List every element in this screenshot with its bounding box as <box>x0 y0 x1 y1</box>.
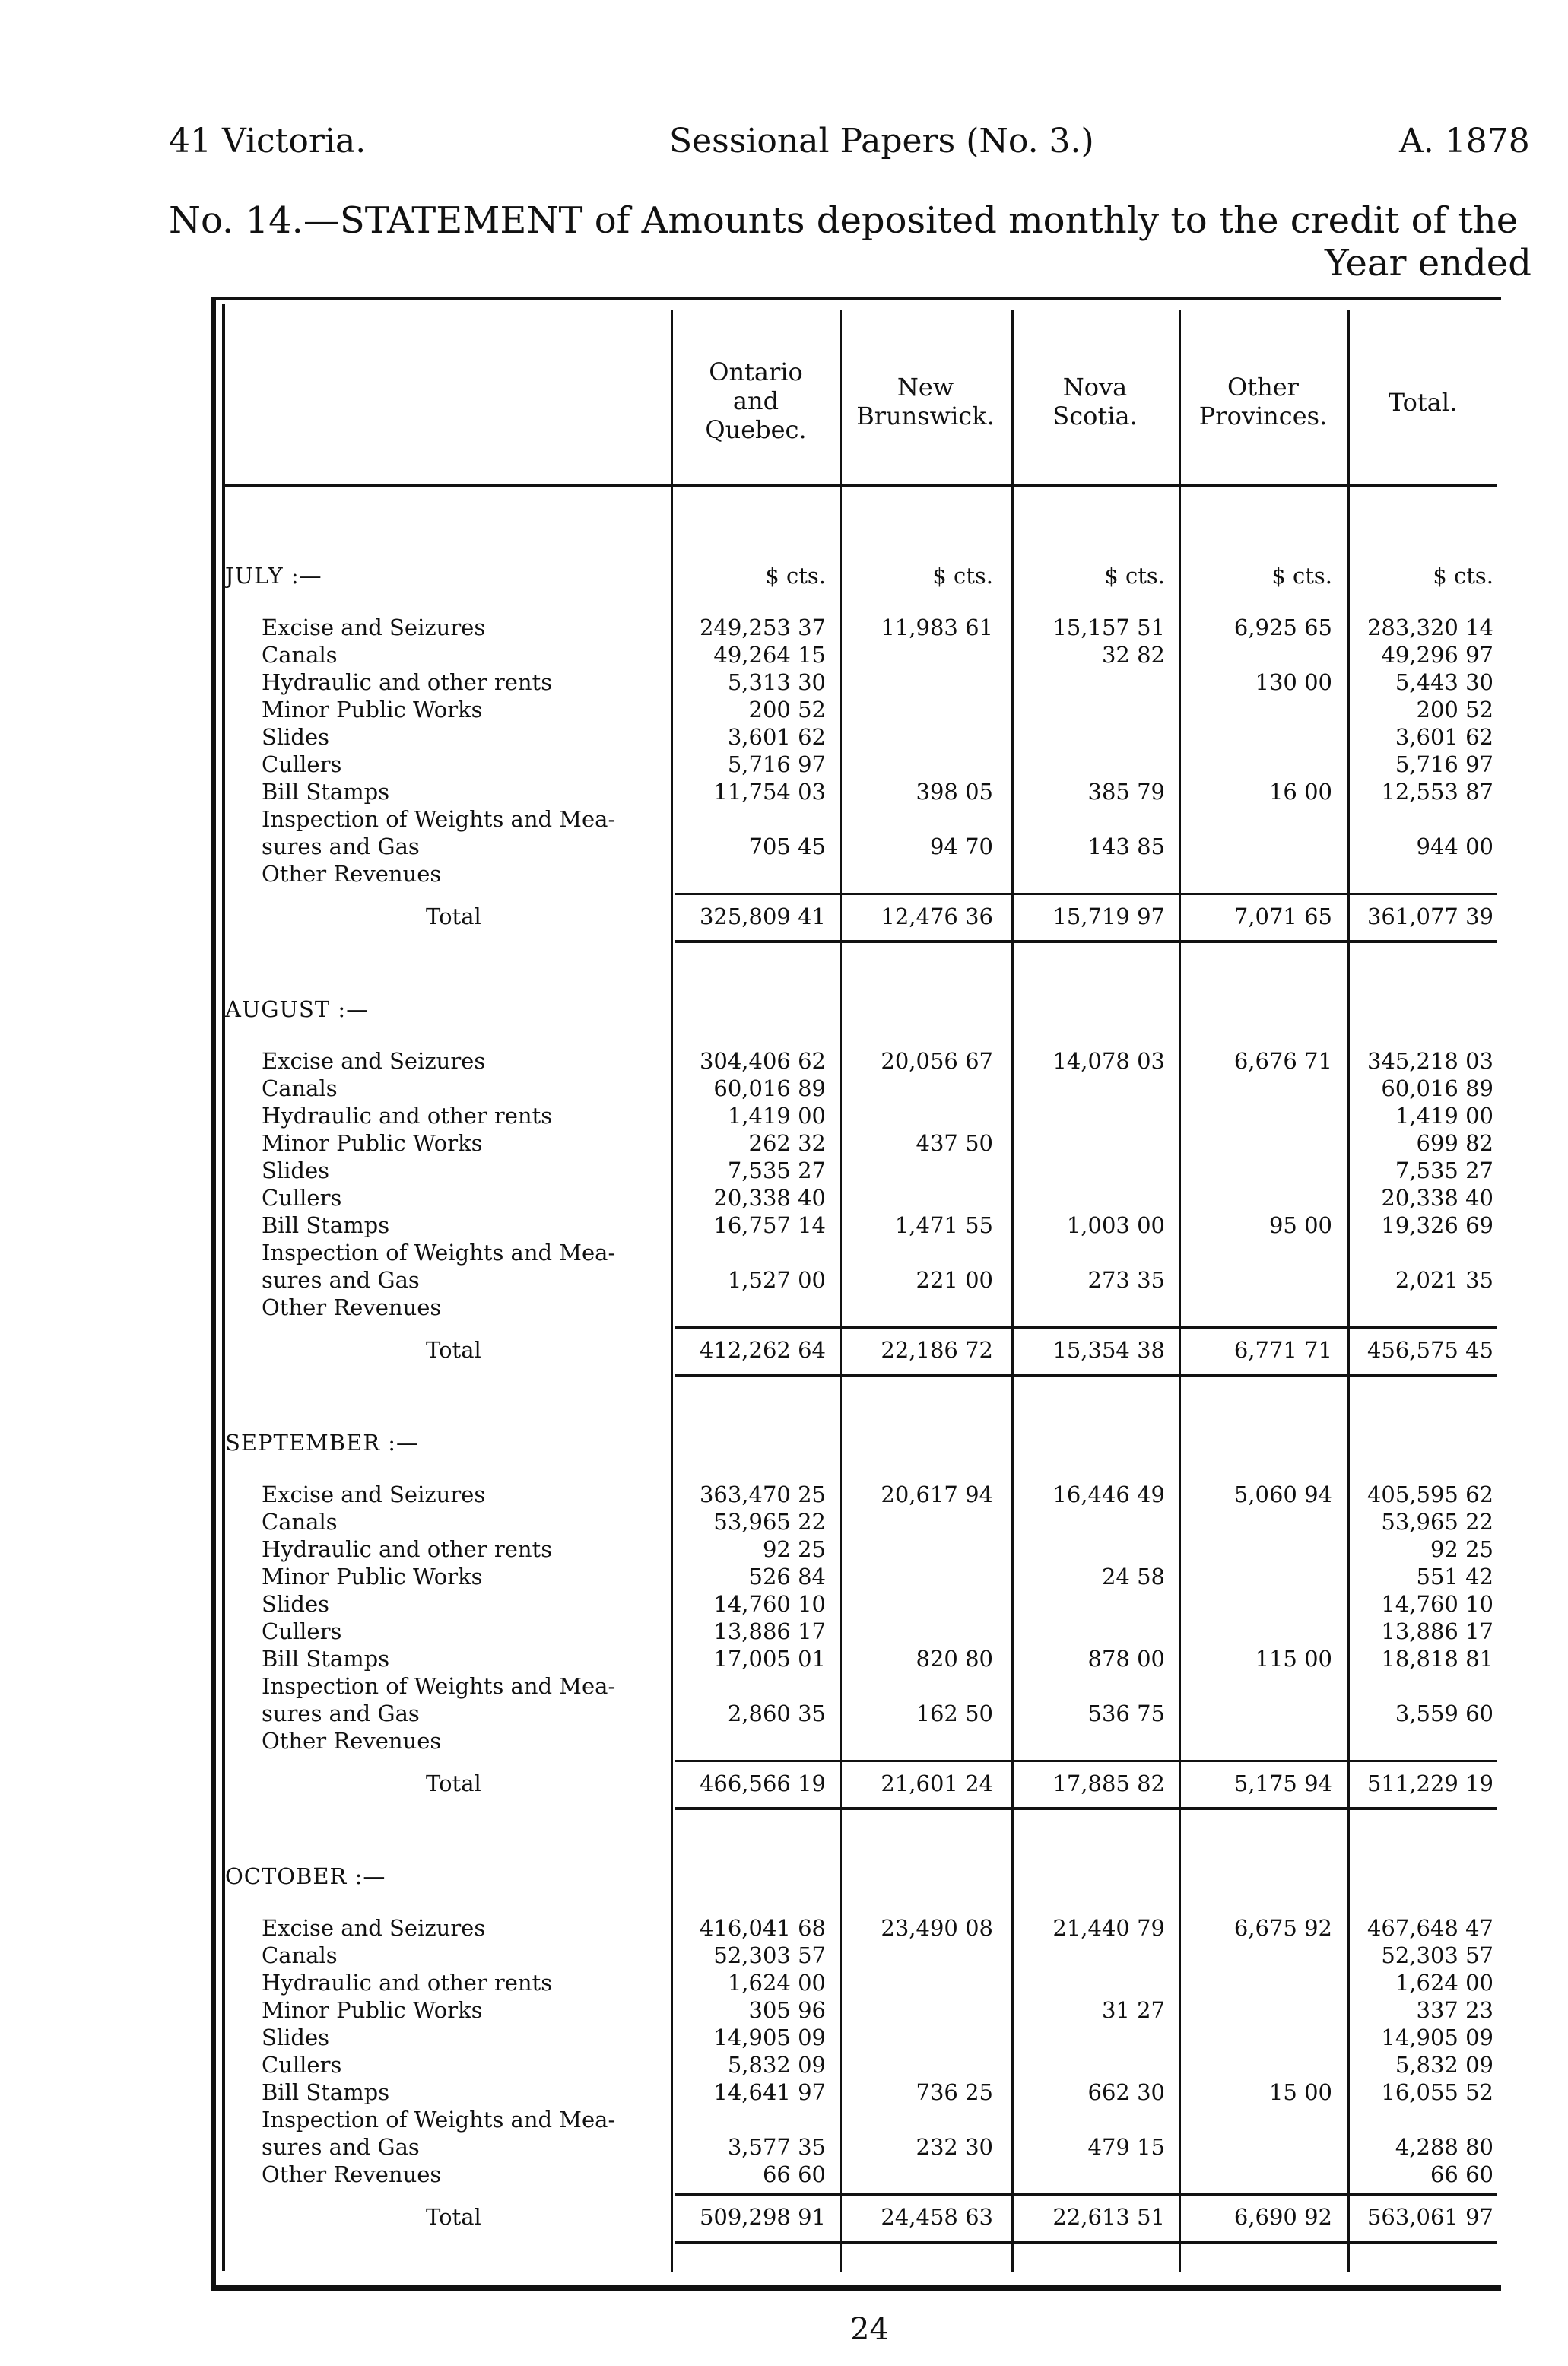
row-value: 23,490 08 <box>881 1915 993 1941</box>
statement-title-continued: Year ended <box>1325 242 1531 284</box>
row-value: 5,443 30 <box>1395 669 1493 695</box>
column-header-line: Quebec. <box>705 415 807 444</box>
row-value: 115 00 <box>1255 1646 1332 1672</box>
row-value: 5,313 30 <box>727 669 826 695</box>
row-value: 14,905 09 <box>1381 2025 1493 2050</box>
row-value: 92 25 <box>762 1536 826 1562</box>
column-header-nova-scotia <box>1013 373 1177 430</box>
row-value: 32 82 <box>1101 642 1165 668</box>
total-value: 325,809 41 <box>699 904 826 929</box>
row-label: Inspection of Weights and Mea- <box>262 1673 616 1699</box>
month-heading: OCTOBER :— <box>225 1863 386 1889</box>
row-value: 551 42 <box>1416 1564 1493 1590</box>
row-value: 878 00 <box>1087 1646 1165 1672</box>
row-value: 92 25 <box>1430 1536 1493 1562</box>
table-row <box>0 1103 1568 1129</box>
row-label: Slides <box>262 1591 330 1617</box>
row-value: 3,559 60 <box>1395 1701 1493 1726</box>
row-value: 16 00 <box>1268 779 1332 805</box>
row-value: 337 23 <box>1416 1997 1493 2023</box>
total-value: 361,077 39 <box>1366 904 1493 929</box>
table-row <box>0 724 1568 750</box>
row-value: 20,617 94 <box>881 1482 993 1507</box>
row-value: 6,676 71 <box>1233 1048 1332 1074</box>
table-row <box>0 1536 1568 1562</box>
column-header-line: Ontario <box>709 357 803 386</box>
total-value: 15,719 97 <box>1052 904 1165 929</box>
row-value: 1,003 00 <box>1066 1212 1165 1238</box>
row-value: 53,965 22 <box>713 1509 826 1535</box>
row-label: Canals <box>262 1075 338 1101</box>
row-label: Hydraulic and other rents <box>262 1536 553 1562</box>
row-label: Inspection of Weights and Mea- <box>262 806 616 832</box>
row-value: 18,818 81 <box>1381 1646 1493 1672</box>
total-rule <box>675 2193 1497 2196</box>
row-value: 20,338 40 <box>1381 1185 1493 1211</box>
column-header-other-provinces <box>1180 373 1346 430</box>
month-heading: JULY :— <box>225 563 322 589</box>
units-row <box>0 563 1568 589</box>
row-value: 53,965 22 <box>1381 1509 1493 1535</box>
row-label: Canals <box>262 1509 338 1535</box>
total-rule <box>675 1326 1497 1329</box>
row-value: 16,055 52 <box>1381 2079 1493 2105</box>
row-value: 1,471 55 <box>894 1212 993 1238</box>
row-value: 249,253 37 <box>699 615 826 640</box>
row-value: 13,886 17 <box>1381 1618 1493 1644</box>
row-label: Bill Stamps <box>262 779 390 805</box>
month-heading: SEPTEMBER :— <box>225 1430 420 1456</box>
row-label: Bill Stamps <box>262 1212 390 1238</box>
row-label: Minor Public Works <box>262 1564 483 1590</box>
row-value: 536 75 <box>1087 1701 1165 1726</box>
total-value: 15,354 38 <box>1052 1337 1165 1363</box>
total-value: 5,175 94 <box>1233 1771 1332 1796</box>
row-label: Hydraulic and other rents <box>262 669 553 695</box>
total-rule <box>675 893 1497 895</box>
total-label: Total <box>426 904 481 929</box>
total-rule <box>675 1760 1497 1762</box>
row-label: Cullers <box>262 1185 342 1211</box>
column-header-total: Total. <box>1388 388 1458 417</box>
column-header-line: and <box>732 386 779 415</box>
row-label: Minor Public Works <box>262 697 483 723</box>
unit-label: $ cts. <box>1271 563 1332 589</box>
unit-label: $ cts. <box>1104 563 1165 589</box>
total-label: Total <box>426 1337 481 1363</box>
table-row <box>0 1482 1568 1507</box>
row-value: 20,338 40 <box>713 1185 826 1211</box>
row-value: 398 05 <box>916 779 993 805</box>
row-value: 66 60 <box>762 2161 826 2187</box>
table-row <box>0 861 1568 887</box>
row-label: Cullers <box>262 751 342 777</box>
row-value: 60,016 89 <box>713 1075 826 1101</box>
total-row <box>0 1771 1568 1796</box>
row-value: 7,535 27 <box>727 1158 826 1183</box>
header-left: 41 Victoria. <box>169 122 367 160</box>
month-heading: AUGUST :— <box>225 996 370 1022</box>
row-value: 14,078 03 <box>1052 1048 1165 1074</box>
table-row <box>0 1915 1568 1941</box>
row-value: 283,320 14 <box>1366 615 1493 640</box>
table-row <box>0 1618 1568 1644</box>
row-value: 405,595 62 <box>1366 1482 1493 1507</box>
total-value: 466,566 19 <box>699 1771 826 1796</box>
row-label: sures and Gas <box>262 2134 420 2160</box>
row-value: 5,832 09 <box>1395 2052 1493 2078</box>
table-row <box>0 2107 1568 2133</box>
row-value: 305 96 <box>748 1997 826 2023</box>
row-value: 60,016 89 <box>1381 1075 1493 1101</box>
row-value: 304,406 62 <box>699 1048 826 1074</box>
total-value: 17,885 82 <box>1052 1771 1165 1796</box>
table-row <box>0 1130 1568 1156</box>
row-label: Bill Stamps <box>262 1646 390 1672</box>
row-value: 2,860 35 <box>727 1701 826 1726</box>
table-row <box>0 1158 1568 1183</box>
row-value: 736 25 <box>916 2079 993 2105</box>
column-header-ontario-quebec <box>674 357 838 444</box>
row-label: Canals <box>262 642 338 668</box>
table-row <box>0 2134 1568 2160</box>
row-value: 5,716 97 <box>727 751 826 777</box>
row-value: 662 30 <box>1087 2079 1165 2105</box>
row-label: Canals <box>262 1942 338 1968</box>
row-value: 17,005 01 <box>713 1646 826 1672</box>
row-value: 11,983 61 <box>881 615 993 640</box>
row-value: 49,296 97 <box>1381 642 1493 668</box>
row-label: Other Revenues <box>262 1294 442 1320</box>
row-label: Excise and Seizures <box>262 615 486 640</box>
row-label: Slides <box>262 1158 330 1183</box>
row-value: 14,641 97 <box>713 2079 826 2105</box>
row-value: 345,218 03 <box>1366 1048 1493 1074</box>
row-value: 416,041 68 <box>699 1915 826 1941</box>
table-row <box>0 1646 1568 1672</box>
unit-label: $ cts. <box>1433 563 1493 589</box>
table-row <box>0 1240 1568 1266</box>
total-row <box>0 2204 1568 2230</box>
row-value: 1,527 00 <box>727 1267 826 1293</box>
table-row <box>0 1294 1568 1320</box>
row-value: 1,419 00 <box>1395 1103 1493 1129</box>
row-label: Cullers <box>262 1618 342 1644</box>
row-value: 479 15 <box>1087 2134 1165 2160</box>
table-row <box>0 2052 1568 2078</box>
table-row <box>0 1673 1568 1699</box>
table-row <box>0 1509 1568 1535</box>
row-value: 130 00 <box>1255 669 1332 695</box>
header-right: A. 1878 <box>1399 122 1530 160</box>
total-value: 563,061 97 <box>1366 2204 1493 2230</box>
total-value: 21,601 24 <box>881 1771 993 1796</box>
row-label: Hydraulic and other rents <box>262 1970 553 1996</box>
row-label: Minor Public Works <box>262 1997 483 2023</box>
table-row <box>0 2161 1568 2187</box>
total-row <box>0 1337 1568 1363</box>
column-header-line: Nova <box>1062 373 1128 402</box>
row-value: 31 27 <box>1101 1997 1165 2023</box>
row-value: 3,577 35 <box>727 2134 826 2160</box>
total-underline <box>675 1374 1497 1377</box>
total-value: 412,262 64 <box>699 1337 826 1363</box>
row-label: sures and Gas <box>262 1267 420 1293</box>
total-value: 12,476 36 <box>881 904 993 929</box>
row-value: 3,601 62 <box>727 724 826 750</box>
row-value: 66 60 <box>1430 2161 1493 2187</box>
row-label: Excise and Seizures <box>262 1482 486 1507</box>
table-row <box>0 1997 1568 2023</box>
table-row <box>0 669 1568 695</box>
row-value: 21,440 79 <box>1052 1915 1165 1941</box>
row-value: 143 85 <box>1087 834 1165 859</box>
row-value: 262 32 <box>748 1130 826 1156</box>
column-header-line: Scotia. <box>1052 402 1138 430</box>
table-row <box>0 1075 1568 1101</box>
row-label: Excise and Seizures <box>262 1048 486 1074</box>
header-center: Sessional Papers (No. 3.) <box>669 122 1094 160</box>
table-row <box>0 2025 1568 2050</box>
total-underline <box>675 1807 1497 1810</box>
total-value: 6,771 71 <box>1233 1337 1332 1363</box>
row-value: 94 70 <box>929 834 993 859</box>
row-value: 15,157 51 <box>1052 615 1165 640</box>
row-value: 20,056 67 <box>881 1048 993 1074</box>
row-label: Slides <box>262 2025 330 2050</box>
total-value: 22,186 72 <box>881 1337 993 1363</box>
unit-label: $ cts. <box>765 563 826 589</box>
row-value: 162 50 <box>916 1701 993 1726</box>
row-value: 200 52 <box>748 697 826 723</box>
table-row <box>0 1701 1568 1726</box>
table-row <box>0 615 1568 640</box>
row-value: 699 82 <box>1416 1130 1493 1156</box>
row-value: 5,060 94 <box>1233 1482 1332 1507</box>
row-label: Inspection of Weights and Mea- <box>262 1240 616 1266</box>
row-value: 52,303 57 <box>713 1942 826 1968</box>
total-value: 456,575 45 <box>1366 1337 1493 1363</box>
row-value: 6,675 92 <box>1233 1915 1332 1941</box>
total-value: 7,071 65 <box>1233 904 1332 929</box>
table-row <box>0 779 1568 805</box>
row-value: 526 84 <box>748 1564 826 1590</box>
table-row <box>0 1970 1568 1996</box>
table-row <box>0 1185 1568 1211</box>
row-value: 95 00 <box>1268 1212 1332 1238</box>
row-value: 200 52 <box>1416 697 1493 723</box>
table-row <box>0 751 1568 777</box>
row-value: 14,760 10 <box>1381 1591 1493 1617</box>
row-label: sures and Gas <box>262 834 420 859</box>
row-value: 1,624 00 <box>727 1970 826 1996</box>
column-header-line: Provinces. <box>1198 402 1328 430</box>
row-value: 437 50 <box>916 1130 993 1156</box>
row-value: 11,754 03 <box>713 779 826 805</box>
table-row <box>0 642 1568 668</box>
total-value: 511,229 19 <box>1366 1771 1493 1796</box>
table-row <box>0 697 1568 723</box>
row-label: sures and Gas <box>262 1701 420 1726</box>
page-number: 24 <box>850 2312 889 2347</box>
row-value: 467,648 47 <box>1366 1915 1493 1941</box>
row-value: 16,757 14 <box>713 1212 826 1238</box>
row-label: Cullers <box>262 2052 342 2078</box>
table-row <box>0 1267 1568 1293</box>
unit-label: $ cts. <box>932 563 993 589</box>
row-value: 14,760 10 <box>713 1591 826 1617</box>
row-value: 12,553 87 <box>1381 779 1493 805</box>
row-value: 14,905 09 <box>713 2025 826 2050</box>
column-header-line: Brunswick. <box>856 402 995 430</box>
header-rule <box>225 484 1497 487</box>
column-header-new-brunswick <box>841 373 1010 430</box>
column-header-line: New <box>897 373 954 402</box>
table-row <box>0 1048 1568 1074</box>
total-value: 6,690 92 <box>1233 2204 1332 2230</box>
table-row <box>0 2079 1568 2105</box>
row-value: 49,264 15 <box>713 642 826 668</box>
total-underline <box>675 940 1497 943</box>
row-value: 273 35 <box>1087 1267 1165 1293</box>
row-value: 52,303 57 <box>1381 1942 1493 1968</box>
row-value: 705 45 <box>748 834 826 859</box>
row-label: Hydraulic and other rents <box>262 1103 553 1129</box>
table-row <box>0 1728 1568 1754</box>
total-label: Total <box>426 1771 481 1796</box>
row-value: 363,470 25 <box>699 1482 826 1507</box>
row-value: 221 00 <box>916 1267 993 1293</box>
table-row <box>0 806 1568 832</box>
row-value: 13,886 17 <box>713 1618 826 1644</box>
column-header-line: Other <box>1227 373 1299 402</box>
row-label: Slides <box>262 724 330 750</box>
row-value: 1,624 00 <box>1395 1970 1493 1996</box>
table-row <box>0 1591 1568 1617</box>
statement-title: No. 14.—STATEMENT of Amounts deposited monthly to the credit of the <box>169 199 1519 242</box>
row-value: 4,288 80 <box>1395 2134 1493 2160</box>
row-value: 7,535 27 <box>1395 1158 1493 1183</box>
row-value: 5,716 97 <box>1395 751 1493 777</box>
row-label: Other Revenues <box>262 1728 442 1754</box>
row-value: 232 30 <box>916 2134 993 2160</box>
total-row <box>0 904 1568 929</box>
row-value: 2,021 35 <box>1395 1267 1493 1293</box>
total-label: Total <box>426 2204 481 2230</box>
row-label: Inspection of Weights and Mea- <box>262 2107 616 2133</box>
row-value: 5,832 09 <box>727 2052 826 2078</box>
total-value: 509,298 91 <box>699 2204 826 2230</box>
total-value: 24,458 63 <box>881 2204 993 2230</box>
row-value: 820 80 <box>916 1646 993 1672</box>
row-label: Excise and Seizures <box>262 1915 486 1941</box>
total-underline <box>675 2241 1497 2244</box>
row-value: 3,601 62 <box>1395 724 1493 750</box>
row-value: 19,326 69 <box>1381 1212 1493 1238</box>
table-row <box>0 1564 1568 1590</box>
row-value: 15 00 <box>1268 2079 1332 2105</box>
row-label: Other Revenues <box>262 861 442 887</box>
table-row <box>0 834 1568 859</box>
row-value: 24 58 <box>1101 1564 1165 1590</box>
table-row <box>0 1212 1568 1238</box>
row-value: 16,446 49 <box>1052 1482 1165 1507</box>
row-label: Other Revenues <box>262 2161 442 2187</box>
table-row <box>0 1942 1568 1968</box>
row-value: 6,925 65 <box>1233 615 1332 640</box>
total-value: 22,613 51 <box>1052 2204 1165 2230</box>
row-label: Bill Stamps <box>262 2079 390 2105</box>
row-value: 944 00 <box>1416 834 1493 859</box>
row-value: 1,419 00 <box>727 1103 826 1129</box>
row-value: 385 79 <box>1087 779 1165 805</box>
row-label: Minor Public Works <box>262 1130 483 1156</box>
